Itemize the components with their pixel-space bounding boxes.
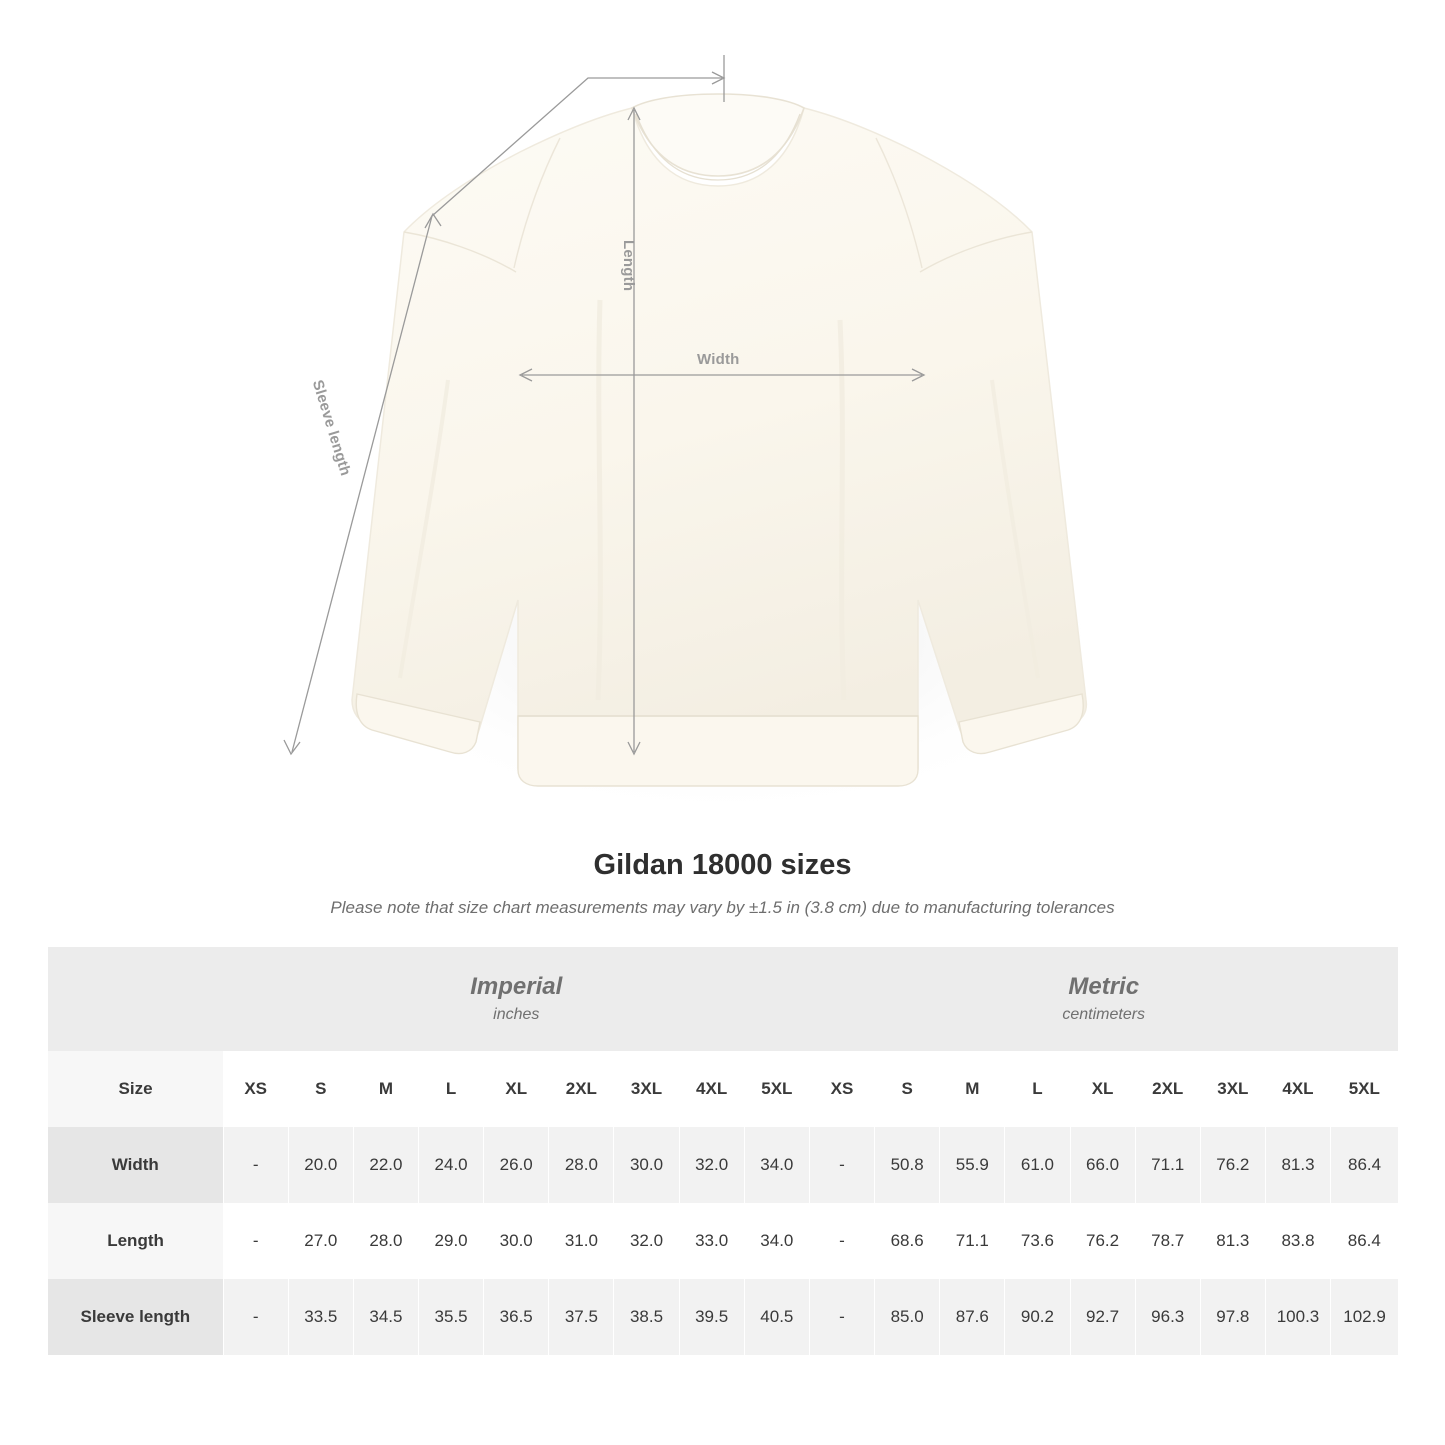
width-met-l: 61.0 bbox=[1005, 1127, 1070, 1203]
size-col-imp-1: S bbox=[288, 1051, 353, 1127]
width-imp-s: 20.0 bbox=[288, 1127, 353, 1203]
width-met-4xl: 81.3 bbox=[1265, 1127, 1330, 1203]
size-row-label: Size bbox=[48, 1051, 223, 1127]
width-imp-5xl: 34.0 bbox=[744, 1127, 809, 1203]
sleeve-met-l: 90.2 bbox=[1005, 1279, 1070, 1355]
length-met-xs: - bbox=[839, 1231, 845, 1250]
unit-header-spacer bbox=[48, 947, 223, 1051]
sleeve-met-2xl: 96.3 bbox=[1135, 1279, 1200, 1355]
row-label-length: Length bbox=[48, 1203, 223, 1279]
width-imp-4xl: 32.0 bbox=[679, 1127, 744, 1203]
size-col-imp-8: 5XL bbox=[744, 1051, 809, 1127]
row-label-sleeve-length: Sleeve length bbox=[48, 1279, 223, 1355]
width-met-2xl: 71.1 bbox=[1135, 1127, 1200, 1203]
width-met-5xl: 86.4 bbox=[1331, 1127, 1398, 1203]
size-col-met-0: XS bbox=[809, 1051, 874, 1127]
length-imp-3xl: 32.0 bbox=[629, 1231, 664, 1250]
width-imp-m: 22.0 bbox=[353, 1127, 418, 1203]
sleeve-met-5xl: 102.9 bbox=[1331, 1279, 1398, 1355]
metric-header bbox=[809, 947, 1398, 1051]
sleeve-length-label: Sleeve length bbox=[308, 378, 355, 478]
sleeve-imp-m: 34.5 bbox=[353, 1279, 418, 1355]
size-col-imp-4: XL bbox=[484, 1051, 549, 1127]
length-met-l: 73.6 bbox=[1020, 1231, 1054, 1250]
width-imp-2xl: 28.0 bbox=[549, 1127, 614, 1203]
row-label-width: Width bbox=[48, 1127, 223, 1203]
size-col-met-5: 2XL bbox=[1135, 1051, 1200, 1127]
imperial-header bbox=[223, 947, 809, 1051]
sleeve-imp-3xl: 38.5 bbox=[614, 1279, 679, 1355]
length-label: Length bbox=[620, 240, 637, 292]
width-met-m: 55.9 bbox=[940, 1127, 1005, 1203]
size-col-met-3: L bbox=[1005, 1051, 1070, 1127]
length-imp-m: 28.0 bbox=[369, 1231, 403, 1250]
sleeve-met-3xl: 97.8 bbox=[1200, 1279, 1265, 1355]
size-col-imp-3: L bbox=[419, 1051, 484, 1127]
length-imp-4xl: 33.0 bbox=[695, 1231, 729, 1250]
imperial-name: Imperial bbox=[470, 973, 563, 1000]
title-block bbox=[0, 845, 1445, 919]
table-row bbox=[48, 1127, 1398, 1203]
width-met-s: 50.8 bbox=[875, 1127, 940, 1203]
table-row bbox=[48, 1279, 1398, 1355]
width-label: Width bbox=[697, 351, 740, 368]
size-col-met-1: S bbox=[875, 1051, 940, 1127]
size-col-met-2: M bbox=[940, 1051, 1005, 1127]
length-imp-xs: - bbox=[252, 1231, 259, 1250]
length-met-m: 71.1 bbox=[955, 1231, 989, 1250]
size-col-met-8: 5XL bbox=[1331, 1051, 1398, 1127]
sleeve-imp-4xl: 39.5 bbox=[679, 1279, 744, 1355]
width-imp-l: 24.0 bbox=[419, 1127, 484, 1203]
sleeve-met-4xl: 100.3 bbox=[1265, 1279, 1330, 1355]
length-met-s: 68.6 bbox=[890, 1231, 924, 1250]
length-imp-xl: 30.0 bbox=[499, 1231, 533, 1250]
width-met-3xl: 76.2 bbox=[1200, 1127, 1265, 1203]
length-met-3xl: 81.3 bbox=[1216, 1231, 1250, 1250]
width-imp-3xl: 30.0 bbox=[614, 1127, 679, 1203]
size-col-imp-5: 2XL bbox=[549, 1051, 614, 1127]
tolerance-note: Please note that size chart measurements may vary by ±1.5 in (3.8 cm) due to manufacturing tolerances bbox=[330, 898, 1115, 917]
length-imp-l: 29.0 bbox=[434, 1231, 468, 1250]
sleeve-met-s: 85.0 bbox=[875, 1279, 940, 1355]
metric-name: Metric bbox=[1068, 973, 1140, 1000]
size-col-met-7: 4XL bbox=[1265, 1051, 1330, 1127]
length-met-xl: 76.2 bbox=[1086, 1231, 1120, 1250]
sleeve-met-m: 87.6 bbox=[940, 1279, 1005, 1355]
page-title: Gildan 18000 sizes bbox=[593, 849, 852, 881]
sleeve-imp-xs: - bbox=[223, 1279, 288, 1355]
size-col-imp-0: XS bbox=[223, 1051, 288, 1127]
size-table-container bbox=[48, 947, 1398, 1355]
length-met-2xl: 78.7 bbox=[1151, 1231, 1185, 1250]
size-col-imp-7: 4XL bbox=[679, 1051, 744, 1127]
sleeve-imp-xl: 36.5 bbox=[484, 1279, 549, 1355]
sleeve-met-xs: - bbox=[809, 1279, 874, 1355]
length-imp-2xl: 31.0 bbox=[564, 1231, 598, 1250]
width-imp-xl: 26.0 bbox=[484, 1127, 549, 1203]
width-imp-xs: - bbox=[223, 1127, 288, 1203]
size-header-row bbox=[48, 1051, 1398, 1127]
size-col-met-4: XL bbox=[1070, 1051, 1135, 1127]
imperial-sub: inches bbox=[493, 1006, 540, 1023]
width-met-xs: - bbox=[809, 1127, 874, 1203]
unit-header-row bbox=[48, 947, 1398, 1051]
metric-sub: centimeters bbox=[1062, 1006, 1146, 1023]
size-table bbox=[48, 947, 1398, 1355]
table-row bbox=[48, 1203, 1398, 1279]
size-col-imp-2: M bbox=[353, 1051, 418, 1127]
length-met-5xl: 86.4 bbox=[1347, 1231, 1381, 1250]
sleeve-met-xl: 92.7 bbox=[1070, 1279, 1135, 1355]
length-met-4xl: 83.8 bbox=[1281, 1231, 1315, 1250]
sleeve-imp-2xl: 37.5 bbox=[549, 1279, 614, 1355]
length-imp-5xl: 34.0 bbox=[760, 1231, 794, 1250]
sleeve-imp-l: 35.5 bbox=[419, 1279, 484, 1355]
size-col-met-6: 3XL bbox=[1200, 1051, 1265, 1127]
sleeve-imp-s: 33.5 bbox=[288, 1279, 353, 1355]
size-col-imp-6: 3XL bbox=[614, 1051, 679, 1127]
width-met-xl: 66.0 bbox=[1070, 1127, 1135, 1203]
sleeve-imp-5xl: 40.5 bbox=[744, 1279, 809, 1355]
length-imp-s: 27.0 bbox=[304, 1231, 338, 1250]
